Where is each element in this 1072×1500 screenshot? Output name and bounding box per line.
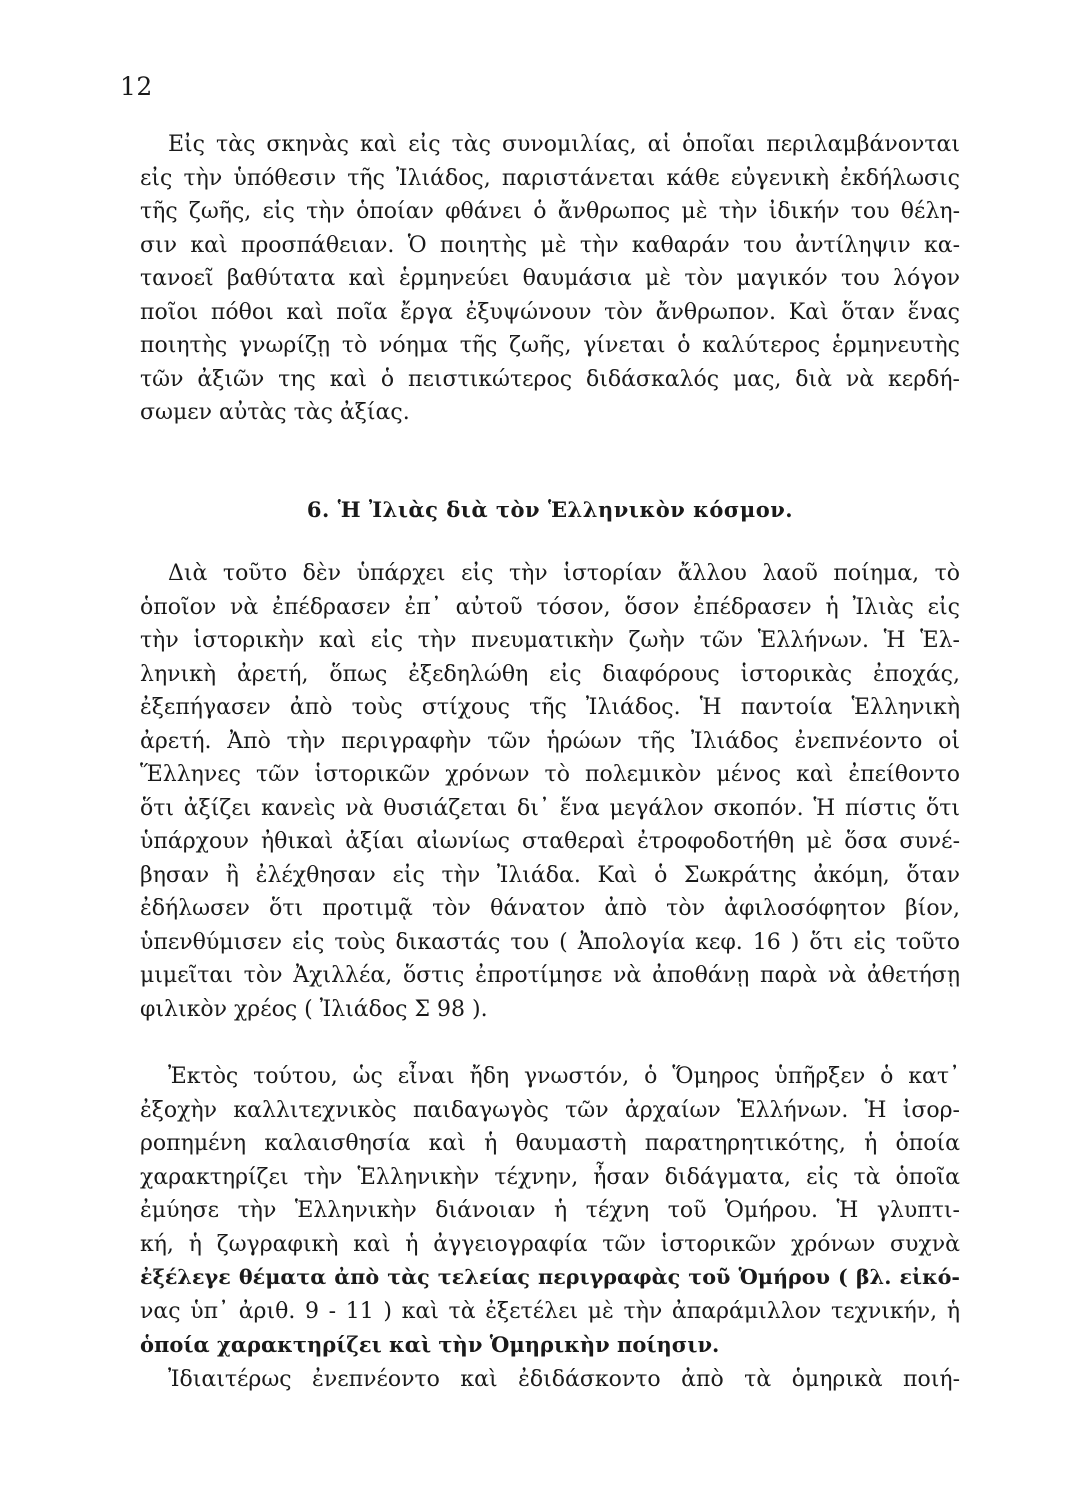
text-line: τὴν ἱστορικὴν καὶ εἰς τὴν πνευματικὴν ζωὴν τῶν Ἑλλήνων. Ἡ Ἑλ-	[140, 628, 960, 653]
text-line: ποιητὴς γνωρίζῃ τὸ νόημα τῆς ζωῆς, γίνεται ὁ καλύτερος ἑρμηνευτὴς	[140, 333, 960, 358]
text-line: ροπημένη καλαισθησία καὶ ἡ θαυμαστὴ παρατηρητικότης, ἡ ὁποία	[140, 1131, 960, 1156]
text-line: ὁποία χαρακτηρίζει καὶ τὴν Ὁμηρικὴν ποίησιν.	[140, 1332, 720, 1357]
text-line: ὁποῖον νὰ ἐπέδρασεν ἐπ᾽ αὐτοῦ τόσον, ὅσον ἐπέδρασεν ἡ Ἰλιὰς εἰς	[140, 594, 960, 620]
text-line: Ἰδιαιτέρως ἐνεπνέοντο καὶ ἐδιδάσκοντο ἀπὸ τὰ ὁμηρικὰ ποιή-	[168, 1367, 960, 1392]
text-line: νας ὑπ᾽ ἀριθ. 9 - 11 ) καὶ τὰ ἐξετέλει μὲ τὴν ἀπαράμιλλον τεχνικήν, ἡ	[140, 1298, 960, 1324]
text-line: ἐξεπήγασεν ἀπὸ τοὺς στίχους τῆς Ἰλιάδος. Ἡ παντοία Ἑλληνικὴ	[140, 695, 960, 720]
text-line: ἐδήλωσεν ὅτι προτιμᾷ τὸν θάνατον ἀπὸ τὸν ἀφιλοσόφητον βίον,	[140, 896, 960, 921]
text-line: σωμεν αὐτὰς τὰς ἀξίας.	[140, 400, 410, 425]
text-line: ποῖοι πόθοι καὶ ποῖα ἔργα ἐξυψώνουν τὸν ἄνθρωπον. Καὶ ὅταν ἕνας	[140, 299, 960, 325]
text-line: βησαν ἢ ἐλέχθησαν εἰς τὴν Ἰλιάδα. Καὶ ὁ Σωκράτης ἀκόμη, ὅταν	[140, 862, 960, 888]
page-number: 12	[120, 72, 153, 101]
text-line: εἰς τὴν ὑπόθεσιν τῆς Ἰλιάδος, παριστάνεται κάθε εὐγενικὴ ἐκδήλωσις	[140, 165, 960, 191]
text-line: ἐμύησε τὴν Ἑλληνικὴν διάνοιαν ἡ τέχνη τοῦ Ὁμήρου. Ἡ γλυπτι-	[140, 1198, 960, 1223]
text-line: Ἐκτὸς τούτου, ὡς εἶναι ἤδη γνωστόν, ὁ Ὅμηρος ὑπῆρξεν ὁ κατ᾽	[168, 1064, 960, 1089]
paragraph-2	[140, 557, 960, 1026]
text-line: ἀρετή. Ἀπὸ τὴν περιγραφὴν τῶν ἡρώων τῆς Ἰλιάδος ἐνεπνέοντο οἱ	[140, 728, 960, 754]
text-line: ὅτι ἀξίζει κανεὶς νὰ θυσιάζεται δι᾽ ἕνα μεγάλον σκοπόν. Ἡ πίστις ὅτι	[140, 795, 960, 821]
text-line: ληνικὴ ἀρετή, ὅπως ἐξεδηλώθη εἰς διαφόρους ἱστορικὰς ἐποχάς,	[140, 661, 960, 687]
text-line: τῶν ἀξιῶν της καὶ ὁ πειστικώτερος διδάσκαλός μας, διὰ νὰ κερδή-	[140, 366, 960, 392]
text-line: Διὰ τοῦτο δὲν ὑπάρχει εἰς τὴν ἱστορίαν ἄλλου λαοῦ ποίημα, τὸ	[168, 561, 960, 586]
paragraph-1	[140, 128, 960, 430]
text-line: κή, ἡ ζωγραφικὴ καὶ ἡ ἀγγειογραφία τῶν ἱστορικῶν χρόνων συχνὰ	[140, 1231, 960, 1257]
text-line: φιλικὸν χρέος ( Ἰλιάδος Σ 98 ).	[140, 996, 488, 1022]
text-line: ἐξέλεγε θέματα ἀπὸ τὰς τελείας περιγραφὰς τοῦ Ὁμήρου ( βλ. εἰκό-	[140, 1265, 960, 1289]
text-line: χαρακτηρίζει τὴν Ἑλληνικὴν τέχνην, ἦσαν διδάγματα, εἰς τὰ ὁποῖα	[140, 1164, 960, 1190]
text-line: σιν καὶ προσπάθειαν. Ὁ ποιητὴς μὲ τὴν καθαράν του ἀντίληψιν κα-	[140, 232, 960, 258]
text-line: ὑπάρχουν ἠθικαὶ ἀξίαι αἰωνίως σταθεραὶ ἐτροφοδοτήθη μὲ ὅσα συνέ-	[140, 829, 960, 854]
text-line: Ἕλληνες τῶν ἱστορικῶν χρόνων τὸ πολεμικὸν μένος καὶ ἐπείθοντο	[140, 762, 960, 787]
text-line: ἐξοχὴν καλλιτεχνικὸς παιδαγωγὸς τῶν ἀρχαίων Ἑλλήνων. Ἡ ἰσορ-	[140, 1097, 960, 1123]
section-heading: 6. Ἡ Ἰλιὰς διὰ τὸν Ἑλληνικὸν κόσμον.	[306, 497, 794, 522]
paragraph-3	[140, 1060, 960, 1362]
text-line: τῆς ζωῆς, εἰς τὴν ὁποίαν φθάνει ὁ ἄνθρωπος μὲ τὴν ἰδικήν του θέλη-	[140, 199, 960, 224]
paragraph-4	[140, 1363, 960, 1397]
text-line: τανοεῖ βαθύτατα καὶ ἑρμηνεύει θαυμάσια μὲ τὸν μαγικόν του λόγον	[140, 266, 960, 291]
text-line: Εἰς τὰς σκηνὰς καὶ εἰς τὰς συνομιλίας, αἱ ὁποῖαι περιλαμβάνονται	[168, 132, 960, 157]
text-line: ὑπενθύμισεν εἰς τοὺς δικαστάς του ( Ἀπολογία κεφ. 16 ) ὅτι εἰς τοῦτο	[140, 929, 960, 955]
text-line: μιμεῖται τὸν Ἀχιλλέα, ὅστις ἐπροτίμησε νὰ ἀποθάνῃ παρὰ νὰ ἀθετήσῃ	[140, 963, 960, 988]
